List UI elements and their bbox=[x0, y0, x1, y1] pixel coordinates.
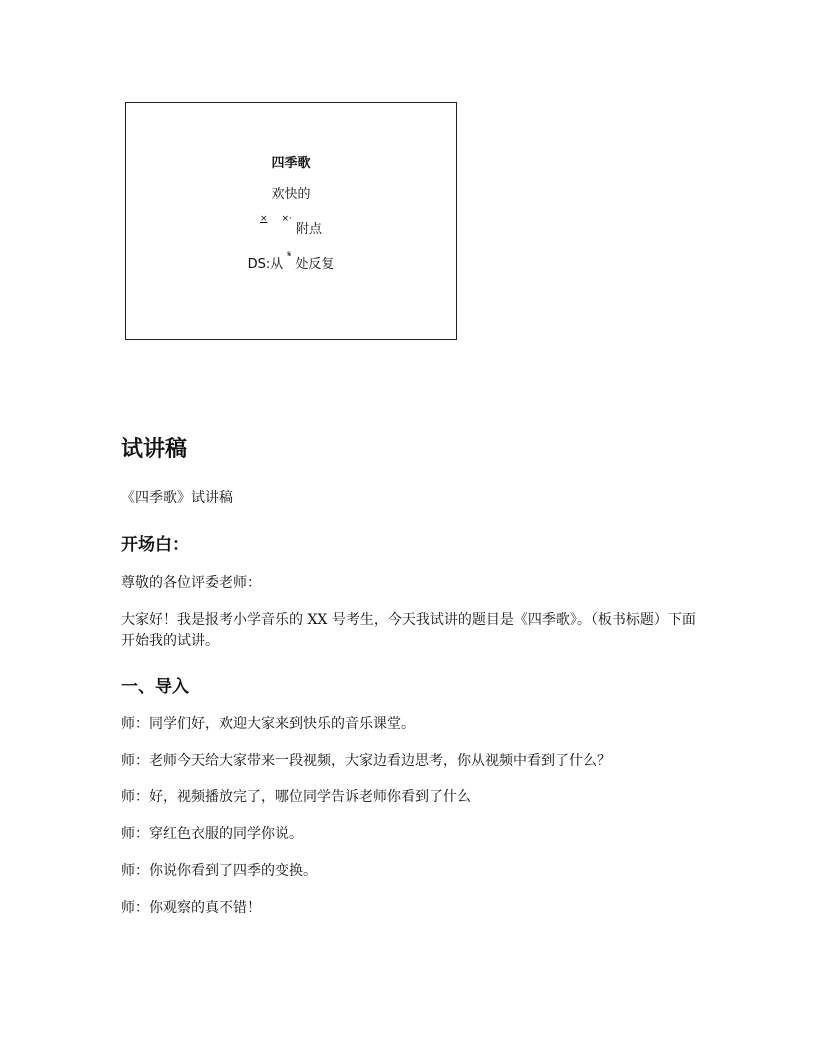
ds-prefix: DS:从 bbox=[247, 257, 284, 272]
opening-heading: 开场白： bbox=[121, 535, 189, 555]
dialogue-line: 师：穿红色衣服的同学你说。 bbox=[121, 826, 303, 842]
board-mood: 欢快的 bbox=[271, 187, 311, 202]
page-title: 试讲稿 bbox=[121, 437, 188, 462]
blackboard-design-box bbox=[125, 102, 457, 340]
rhythm-note-icon: × bbox=[259, 214, 268, 224]
ds-suffix: 处反复 bbox=[295, 257, 335, 272]
section-1-heading: 一、导入 bbox=[121, 677, 189, 697]
dialogue-line: 师：你观察的真不错！ bbox=[121, 900, 261, 916]
dots-label: 附点 bbox=[296, 222, 323, 237]
dialogue-line: 师：好，视频播放完了，哪位同学告诉老师你看到了什么 bbox=[121, 789, 471, 805]
board-dotted-rhythm bbox=[126, 214, 456, 237]
dotted-note-icon: ×· bbox=[281, 214, 292, 224]
dialogue-line: 师：老师今天给大家带来一段视频，大家边看边思考，你从视频中看到了什么？ bbox=[121, 753, 611, 769]
segno-icon: 𝄋 bbox=[287, 250, 292, 260]
document-subtitle: 《四季歌》试讲稿 bbox=[121, 490, 233, 506]
board-ds-repeat bbox=[126, 250, 456, 272]
dialogue-line: 师：同学们好，欢迎大家来到快乐的音乐课堂。 bbox=[121, 716, 415, 732]
board-title: 四季歌 bbox=[271, 156, 311, 171]
greeting-text: 尊敬的各位评委老师： bbox=[121, 575, 261, 591]
intro-paragraph: 大家好！我是报考小学音乐的 XX 号考生，今天我试讲的题目是《四季歌》。（板书标题）下面开始我的试讲。 bbox=[121, 612, 696, 649]
dialogue-line: 师：你说你看到了四季的变换。 bbox=[121, 863, 317, 879]
